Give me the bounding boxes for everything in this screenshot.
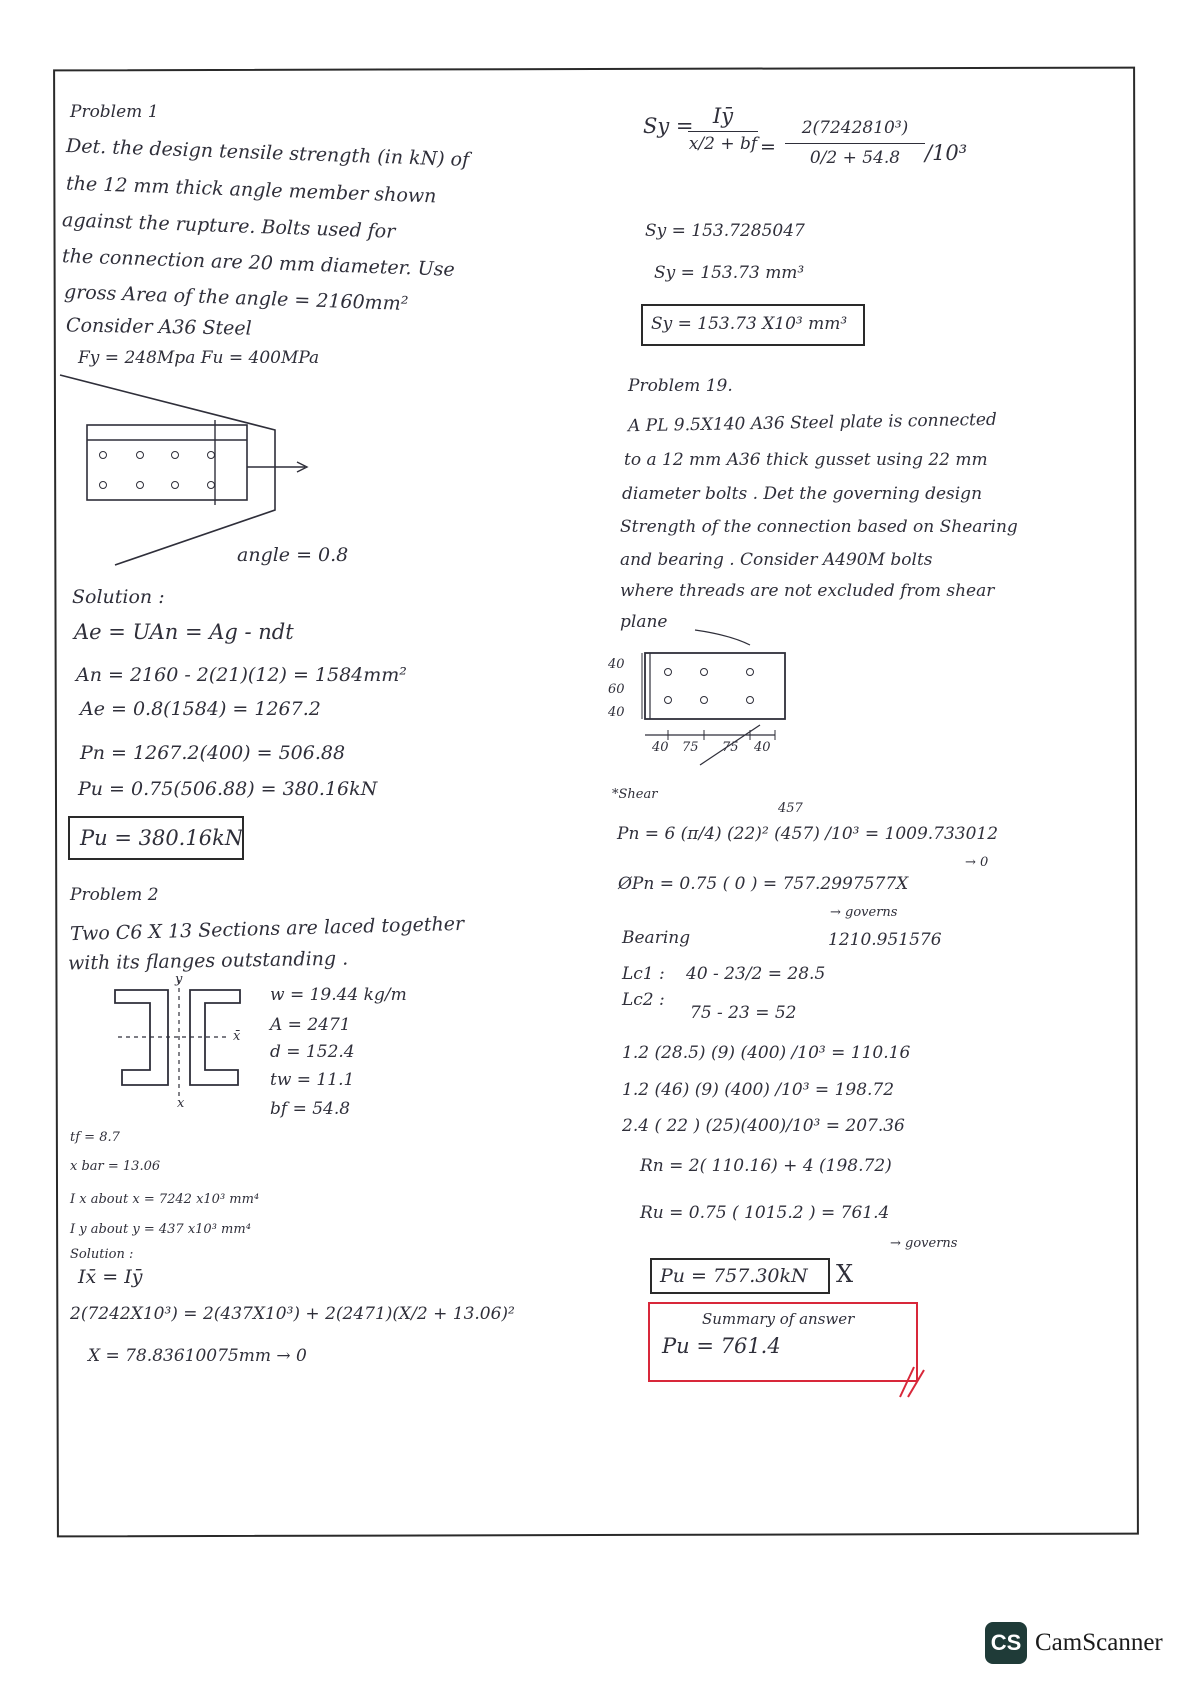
problem2-result: X = 78.83610075mm → 0 xyxy=(88,1346,307,1366)
rn-equation: Rn = 2( 110.16) + 4 (198.72) xyxy=(640,1156,892,1176)
plate-dim-left: 40 xyxy=(608,657,625,672)
problem19-answer-box xyxy=(650,1258,830,1294)
diagram-x-label: x xyxy=(177,1096,185,1111)
problem1-title: Problem 1 xyxy=(70,102,159,122)
shear-note: → 0 xyxy=(965,855,989,870)
problem2-equation: Ix̄ = Iȳ xyxy=(78,1266,143,1288)
problem2-title: Problem 2 xyxy=(70,885,159,905)
sy-answer-box xyxy=(641,304,865,346)
problem1-statement-line: Consider A36 Steel xyxy=(65,314,252,340)
camscanner-logo-icon: CS xyxy=(985,1622,1027,1664)
problem19-statement-line: where threads are not excluded from shear xyxy=(620,581,995,601)
phi-equation: ØPn = 0.75 ( 0 ) = 757.2997577X xyxy=(618,874,909,894)
sy-numerator: Iȳ xyxy=(712,104,734,128)
bearing-label: Bearing xyxy=(622,928,691,948)
section-property: A = 2471 xyxy=(270,1015,351,1035)
lc2-equation: 75 - 23 = 52 xyxy=(690,1003,797,1023)
problem2-note: I x about x = 7242 x10³ mm⁴ xyxy=(70,1192,260,1207)
lc1-equation: 40 - 23/2 = 28.5 xyxy=(686,964,826,984)
plate-dim-bottom: 40 xyxy=(754,740,771,755)
sy-result-line: Sy = 153.73 mm³ xyxy=(654,263,805,283)
problem2-statement-line: with its flanges outstanding . xyxy=(67,947,349,975)
problem1-solution-line: Pu = 0.75(506.88) = 380.16kN xyxy=(78,778,378,800)
problem2-statement-line: Two C6 X 13 Sections are laced together xyxy=(69,912,465,946)
problem19-statement-line: and bearing . Consider A490M bolts xyxy=(620,550,933,570)
shear-over-value: 457 xyxy=(778,801,803,816)
plate-dim-left: 40 xyxy=(608,705,625,720)
shear-label: *Shear xyxy=(612,787,658,802)
lc2-label: Lc2 : xyxy=(622,990,665,1010)
problem19-statement-line: plane xyxy=(620,612,668,632)
sy-divisor: /10³ xyxy=(925,141,968,165)
diagram-y-label: y xyxy=(175,972,183,987)
extra-value: 1210.951576 xyxy=(828,930,942,950)
plate-dim-bottom: 75 xyxy=(722,740,739,755)
angle-member-diagram xyxy=(55,370,345,570)
bearing-line: 1.2 (28.5) (9) (400) /10³ = 110.16 xyxy=(622,1043,911,1063)
answer-cross-mark: X xyxy=(836,1260,854,1288)
sy-denominator: x/2 + bf xyxy=(688,134,758,154)
problem19-answer: Pu = 757.30kN xyxy=(660,1265,808,1287)
bearing-line: 1.2 (46) (9) (400) /10³ = 198.72 xyxy=(622,1080,895,1100)
problem1-solution-line: Pn = 1267.2(400) = 506.88 xyxy=(80,742,346,764)
problem1-statement-line: Det. the design tensile strength (in kN) of xyxy=(65,134,470,172)
sy-fraction xyxy=(688,106,758,153)
problem1-solution-line: Ae = 0.8(1584) = 1267.2 xyxy=(80,698,321,720)
plate-dim-bottom: 75 xyxy=(682,740,699,755)
section-property: d = 152.4 xyxy=(270,1042,355,1062)
problem19-title: Problem 19. xyxy=(628,376,733,396)
problem19-statement-line: diameter bolts . Det the governing design xyxy=(622,484,983,504)
problem1-solution-line: An = 2160 - 2(21)(12) = 1584mm² xyxy=(76,664,407,686)
problem2-note: x bar = 13.06 xyxy=(70,1159,161,1174)
phi-note: → governs xyxy=(830,905,898,920)
problem1-statement-line: gross Area of the angle = 2160mm² xyxy=(63,280,409,316)
shear-equation: Pn = 6 (π/4) (22)² (457) /10³ = 1009.733012 xyxy=(617,824,999,844)
problem1-fy-fu: Fy = 248Mpa Fu = 400MPa xyxy=(78,348,320,368)
section-property: w = 19.44 kg/m xyxy=(270,985,407,1005)
equals-sign: = xyxy=(760,136,776,158)
summary-answer-box xyxy=(648,1302,918,1382)
problem1-statement-line: against the rupture. Bolts used for xyxy=(61,209,396,243)
problem1-statement-line: the connection are 20 mm diameter. Use xyxy=(61,245,456,281)
problem2-note: tf = 8.7 xyxy=(70,1130,120,1145)
red-check-mark xyxy=(892,1362,932,1402)
plate-dim-bottom: 40 xyxy=(652,740,669,755)
sy-rhs-fraction xyxy=(785,120,925,167)
problem2-solution-label: Solution : xyxy=(70,1247,134,1262)
sy-rhs-denominator: 0/2 + 54.8 xyxy=(809,148,901,168)
problem1-answer: Pu = 380.16kN xyxy=(80,826,244,850)
camscanner-logo-text: CamScanner xyxy=(1035,1629,1163,1656)
sy-rhs-numerator: 2(7242810³) xyxy=(801,118,909,138)
summary-answer: Pu = 761.4 xyxy=(662,1334,781,1358)
problem19-statement-line: to a 12 mm A36 thick gusset using 22 mm xyxy=(624,450,988,470)
channel-sections-diagram xyxy=(110,972,270,1105)
lc1-label: Lc1 : xyxy=(622,964,665,984)
problem2-equation: 2(7242X10³) = 2(437X10³) + 2(2471)(X/2 + 13.06)² xyxy=(70,1304,515,1324)
sy-answer: Sy = 153.73 X10³ mm³ xyxy=(651,314,848,334)
ru-note: → governs xyxy=(890,1236,958,1251)
ru-equation: Ru = 0.75 ( 1015.2 ) = 761.4 xyxy=(640,1203,890,1223)
summary-label: Summary of answer xyxy=(702,1310,855,1328)
problem2-note: I y about y = 437 x10³ mm⁴ xyxy=(70,1222,251,1237)
problem1-answer-box xyxy=(68,816,244,860)
section-property: bf = 54.8 xyxy=(270,1099,351,1119)
plate-dim-left: 60 xyxy=(608,682,625,697)
bearing-line: 2.4 ( 22 ) (25)(400)/10³ = 207.36 xyxy=(622,1116,905,1136)
section-property: tw = 11.1 xyxy=(270,1070,355,1090)
camscanner-watermark xyxy=(985,1622,1163,1664)
problem1-solution-label: Solution : xyxy=(72,586,165,608)
diagram-xbar-label: x̄ xyxy=(233,1029,241,1044)
problem19-statement-line: A PL 9.5X140 A36 Steel plate is connected xyxy=(627,409,998,437)
problem1-solution-line: Ae = UAn = Ag - ndt xyxy=(74,620,294,644)
sy-result-line: Sy = 153.7285047 xyxy=(645,221,805,241)
sy-label: Sy = xyxy=(643,114,694,138)
problem19-statement-line: Strength of the connection based on Shearing xyxy=(620,517,1018,537)
problem1-angle-note: angle = 0.8 xyxy=(237,544,349,566)
problem1-statement-line: the 12 mm thick angle member shown xyxy=(65,172,437,208)
